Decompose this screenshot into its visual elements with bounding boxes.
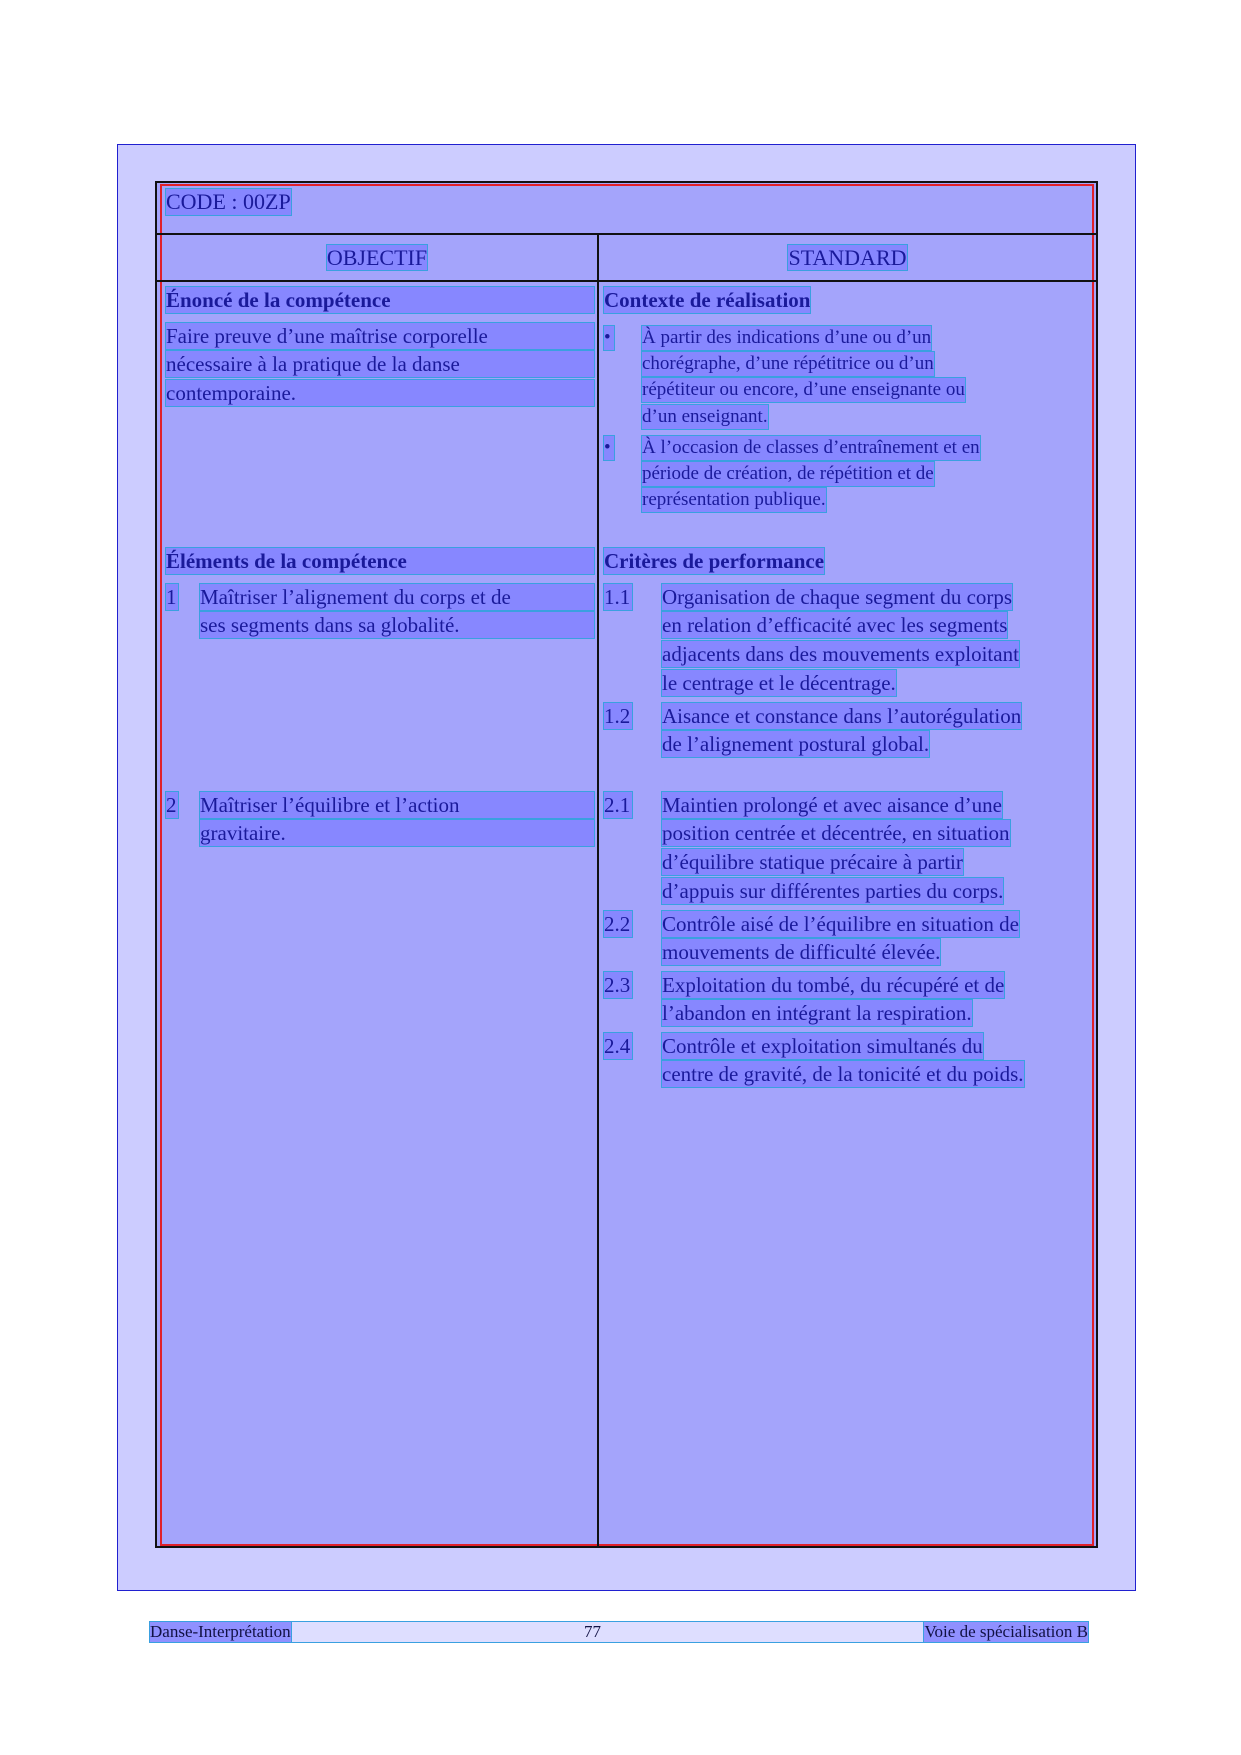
critere-line: Maintien prolongé et avec aisance d’une bbox=[662, 793, 1002, 817]
critere-line: centre de gravité, de la tonicité et du poids. bbox=[662, 1062, 1024, 1086]
critere-line: Exploitation du tombé, du récupéré et de bbox=[662, 973, 1005, 997]
column-header-standard bbox=[600, 245, 1095, 271]
critere-line: de l’alignement postural global. bbox=[662, 732, 930, 756]
contexte-line: À partir des indications d’une ou d’un bbox=[642, 327, 932, 348]
critere-line: Contrôle aisé de l’équilibre en situation de bbox=[662, 912, 1019, 936]
bullet-icon: • bbox=[604, 436, 614, 460]
element-line: Maîtriser l’équilibre et l’action bbox=[200, 792, 594, 818]
critere-line: d’appuis sur différentes parties du corps. bbox=[662, 879, 1004, 903]
critere-line: position centrée et décentrée, en situation bbox=[662, 821, 1010, 845]
enonce-heading: Énoncé de la compétence bbox=[166, 287, 594, 313]
header-divider-bottom bbox=[157, 280, 1096, 282]
critere-line: Organisation de chaque segment du corps bbox=[662, 585, 1013, 609]
column-divider bbox=[597, 234, 599, 1546]
critere-line: Aisance et constance dans l’autorégulation bbox=[662, 704, 1022, 728]
critere-line: Contrôle et exploitation simultanés du bbox=[662, 1034, 983, 1058]
critere-line: mouvements de difficulté élevée. bbox=[662, 940, 941, 964]
enonce-line: Faire preuve d’une maîtrise corporelle bbox=[166, 323, 594, 349]
contexte-line: représentation publique. bbox=[642, 489, 826, 510]
enonce-line: nécessaire à la pratique de la danse bbox=[166, 351, 594, 377]
element-line: Maîtriser l’alignement du corps et de bbox=[200, 584, 594, 610]
column-header-objectif bbox=[160, 245, 594, 271]
code-label: CODE : 00ZP bbox=[166, 189, 291, 214]
criteres-heading: Critères de performance bbox=[604, 549, 825, 573]
standard-label: STANDARD bbox=[788, 245, 907, 270]
critere-line: l’abandon en intégrant la respiration. bbox=[662, 1001, 972, 1025]
critere-line: en relation d’efficacité avec les segments bbox=[662, 613, 1008, 637]
element-line: gravitaire. bbox=[200, 820, 594, 846]
contexte-line: période de création, de répétition et de bbox=[642, 463, 934, 484]
element-number: 1 bbox=[166, 585, 177, 609]
element-number: 2 bbox=[166, 793, 177, 817]
footer-right: Voie de spécialisation B bbox=[924, 1622, 1088, 1641]
element-line: ses segments dans sa globalité. bbox=[200, 612, 594, 638]
critere-number: 1.2 bbox=[604, 704, 631, 728]
contexte-heading: Contexte de réalisation bbox=[604, 288, 811, 312]
contexte-line: d’un enseignant. bbox=[642, 406, 768, 427]
contexte-line: chorégraphe, d’une répétitrice ou d’un bbox=[642, 353, 934, 374]
objectif-label: OBJECTIF bbox=[326, 245, 428, 270]
critere-number: 2.1 bbox=[604, 793, 631, 817]
critere-number: 2.2 bbox=[604, 912, 631, 936]
contexte-line: À l’occasion de classes d’entraînement et en bbox=[642, 437, 980, 458]
critere-line: adjacents dans des mouvements exploitant bbox=[662, 642, 1019, 666]
elements-heading: Éléments de la compétence bbox=[166, 548, 594, 574]
enonce-line: contemporaine. bbox=[166, 380, 594, 406]
critere-number: 2.3 bbox=[604, 973, 631, 997]
footer-left: Danse-Interprétation bbox=[150, 1622, 291, 1641]
bullet-icon: • bbox=[604, 326, 614, 350]
critere-line: le centrage et le décentrage. bbox=[662, 671, 896, 695]
header-divider-top bbox=[157, 233, 1096, 235]
critere-line: d’équilibre statique précaire à partir bbox=[662, 850, 963, 874]
contexte-line: répétiteur ou encore, d’une enseignante ou bbox=[642, 379, 965, 400]
critere-number: 2.4 bbox=[604, 1034, 631, 1058]
footer-page-number: 77 bbox=[584, 1622, 601, 1641]
critere-number: 1.1 bbox=[604, 585, 631, 609]
